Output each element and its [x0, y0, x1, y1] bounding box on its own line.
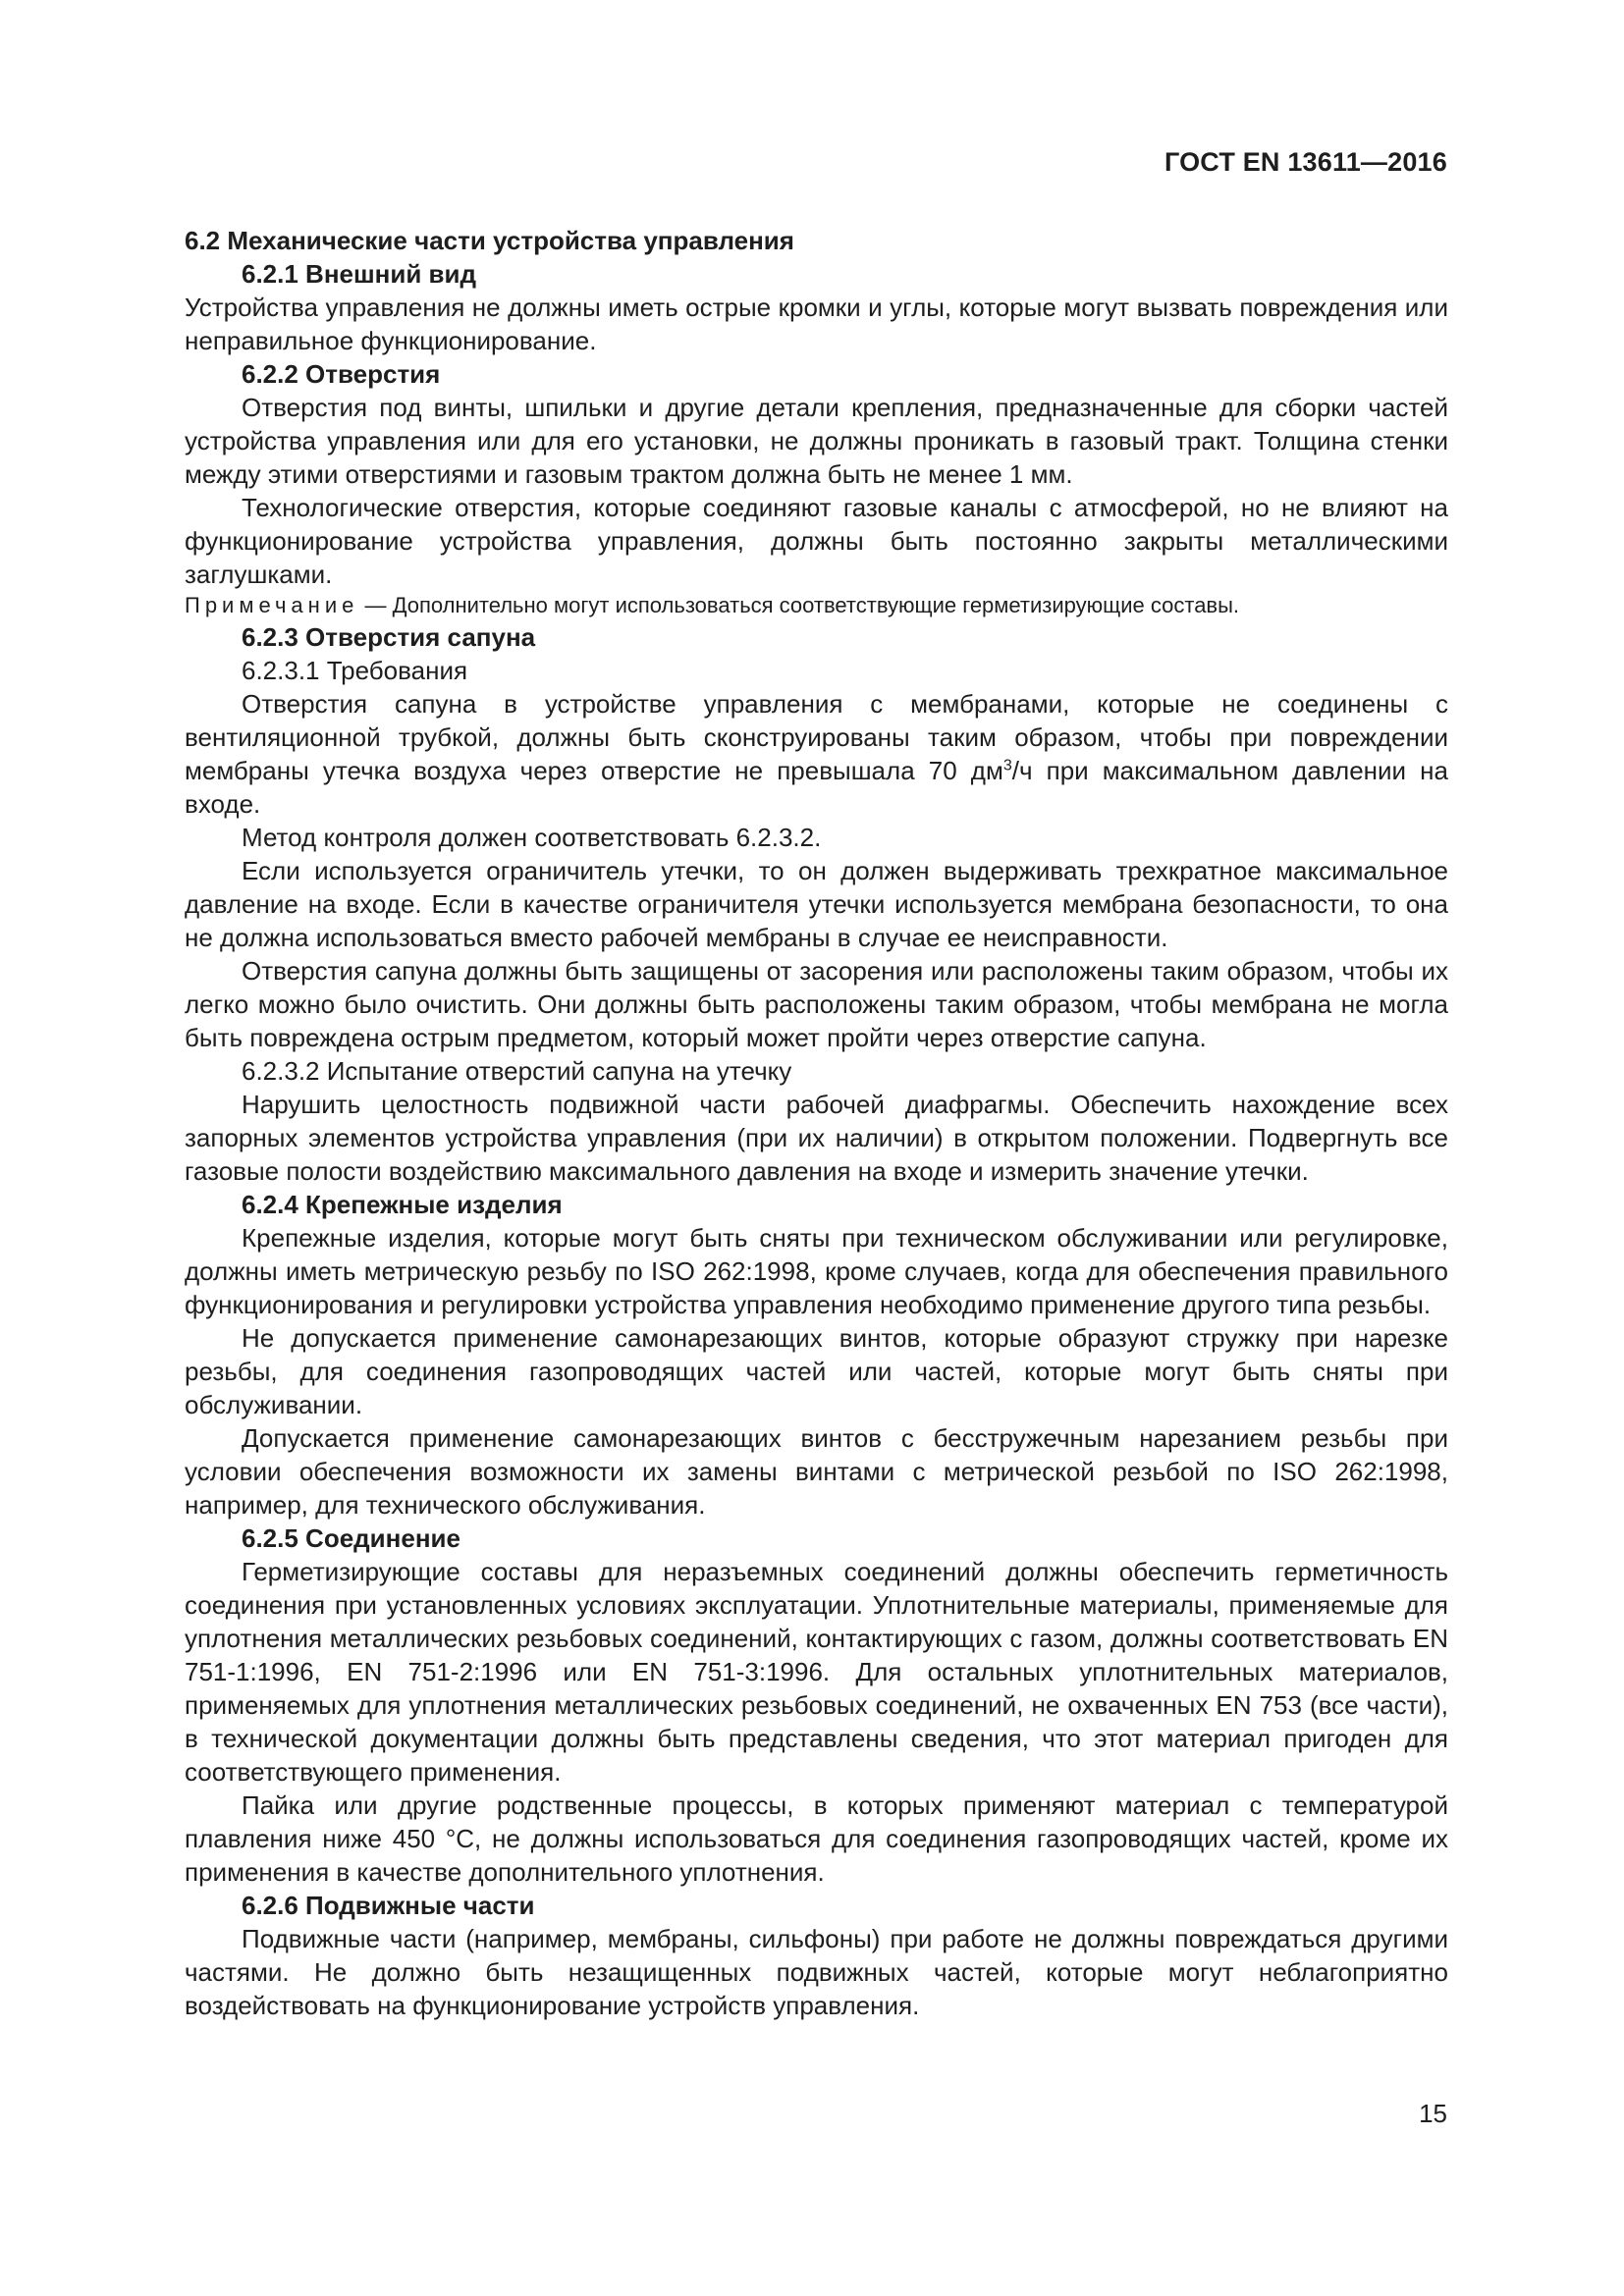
section-6-2-2-text-2: Технологические отверстия, которые соединяют газовые каналы с атмосферой, но не влияют на функционирование устройства управления, должны быть постоянно закрыты металлическими заглушками.: [185, 493, 1448, 589]
section-6-2-1-title: 6.2.1 Внешний вид: [242, 259, 477, 289]
section-6-2-3-1-text-1: Отверстия сапуна в устройстве управления с мембранами, которые не соединены с вентиляционной трубкой, должны быть сконструированы таким образом, чтобы при повреждении мембраны утечка воздуха через отверстие не превышала 70 $дм^3/ч$ при максимальном давлении на входе.: [185, 689, 1448, 819]
section-6-2-4-text-2: Не допускается применение самонарезающих винтов, которые образуют стружку при нарезке резьбы, для соединения газопроводящих частей или частей, которые могут быть сняты при обслуживании.: [185, 1323, 1448, 1419]
page-number: 15: [1419, 2099, 1447, 2128]
note: [185, 591, 1448, 620]
section-6-2-5-text-1: Герметизирующие составы для неразъемных соединений должны обеспечить герметичность соединения при установленных условиях эксплуатации. Уплотнительные материалы, применяемые для уплотнения металлических резьбовых соединений, контактирующих с газом, должны соответствовать EN 751-1:1996, EN 751-2:1996 или EN 751-3:1996. Для остальных уплотнительных материалов, применяемых для уплотнения металлических резьбовых соединений, не охваченных EN 753 (все части), в технической документации должны быть представлены сведения, что этот материал пригоден для соответствующего применения.: [185, 1557, 1448, 1787]
section-6-2-3-2-text: Нарушить целостность подвижной части рабочей диафрагмы. Обеспечить нахождение всех запорных элементов устройства управления (при их наличии) в открытом положении. Подвергнуть все газовые полости воздействию максимального давления на входе и измерить значение утечки.: [185, 1090, 1448, 1186]
section-6-2-2-title: 6.2.2 Отверстия: [242, 359, 441, 389]
section-6-2-3-1-text-4: Отверстия сапуна должны быть защищены от засорения или расположены таким образом, чтобы их легко можно было очистить. Они должны быть расположены таким образом, чтобы мембрана не могла быть повреждена острым предметом, который может пройти через отверстие сапуна.: [185, 956, 1448, 1052]
section-6-2-1-text: Устройства управления не должны иметь острые кромки и углы, которые могут вызвать повреждения или неправильное функционирование.: [185, 293, 1448, 355]
section-6-2-5-title: 6.2.5 Соединение: [242, 1523, 460, 1553]
section-6-2-6-title: 6.2.6 Подвижные части: [242, 1891, 535, 1920]
section-6-2-4-text-3: Допускается применение самонарезающих винтов с бесстружечным нарезанием резьбы при условии обеспечения возможности их замены винтами с метрической резьбой по ISO 262:1998, например, для технического обслуживания.: [185, 1423, 1448, 1520]
document-body: [185, 224, 1448, 2022]
note-text: — Дополнительно могут использоваться соответствующие герметизирующие составы.: [358, 593, 1240, 617]
section-6-2-3-2-title: 6.2.3.2 Испытание отверстий сапуна на утечку: [242, 1056, 792, 1086]
section-6-2-5-text-2: Пайка или другие родственные процессы, в которых применяют материал с температурой плавления ниже 450 °C, не должны использоваться для соединения газопроводящих частей, кроме их применения в качестве дополнительного уплотнения.: [185, 1790, 1448, 1887]
section-6-2-6-text: Подвижные части (например, мембраны, сильфоны) при работе не должны повреждаться другими частями. Не должно быть незащищенных подвижных частей, которые могут неблагоприятно воздействовать на функционирование устройств управления.: [185, 1924, 1448, 2020]
section-6-2-4-text-1: Крепежные изделия, которые могут быть сняты при техническом обслуживании или регулировке, должны иметь метрическую резьбу по ISO 262:1998, кроме случаев, когда для обеспечения правильного функционирования и регулировки устройства управления необходимо применение другого типа резьбы.: [185, 1223, 1448, 1319]
document-header: ГОСТ EN 13611—2016: [1164, 147, 1447, 177]
section-6-2-4-title: 6.2.4 Крепежные изделия: [242, 1190, 563, 1219]
section-6-2-3-1-text-3: Если используется ограничитель утечки, то он должен выдерживать трехкратное максимальное давление на входе. Если в качестве ограничителя утечки используется мембрана безопасности, то она не должна использоваться вместо рабочей мембраны в случае ее неисправности.: [185, 856, 1448, 952]
note-label: Примечание: [185, 593, 359, 617]
section-6-2-3-1-title: 6.2.3.1 Требования: [242, 656, 468, 685]
section-6-2-3-title: 6.2.3 Отверстия сапуна: [242, 622, 536, 652]
section-6-2-3-1-text-2: Метод контроля должен соответствовать 6.2.3.2.: [242, 823, 822, 852]
section-6-2-2-text-1: Отверстия под винты, шпильки и другие детали крепления, предназначенные для сборки частей устройства управления или для его установки, не должны проникать в газовый тракт. Толщина стенки между этими отверстиями и газовым трактом должна быть не менее 1 мм.: [185, 393, 1448, 489]
section-6-2-title: 6.2 Механические части устройства управления: [185, 226, 794, 255]
